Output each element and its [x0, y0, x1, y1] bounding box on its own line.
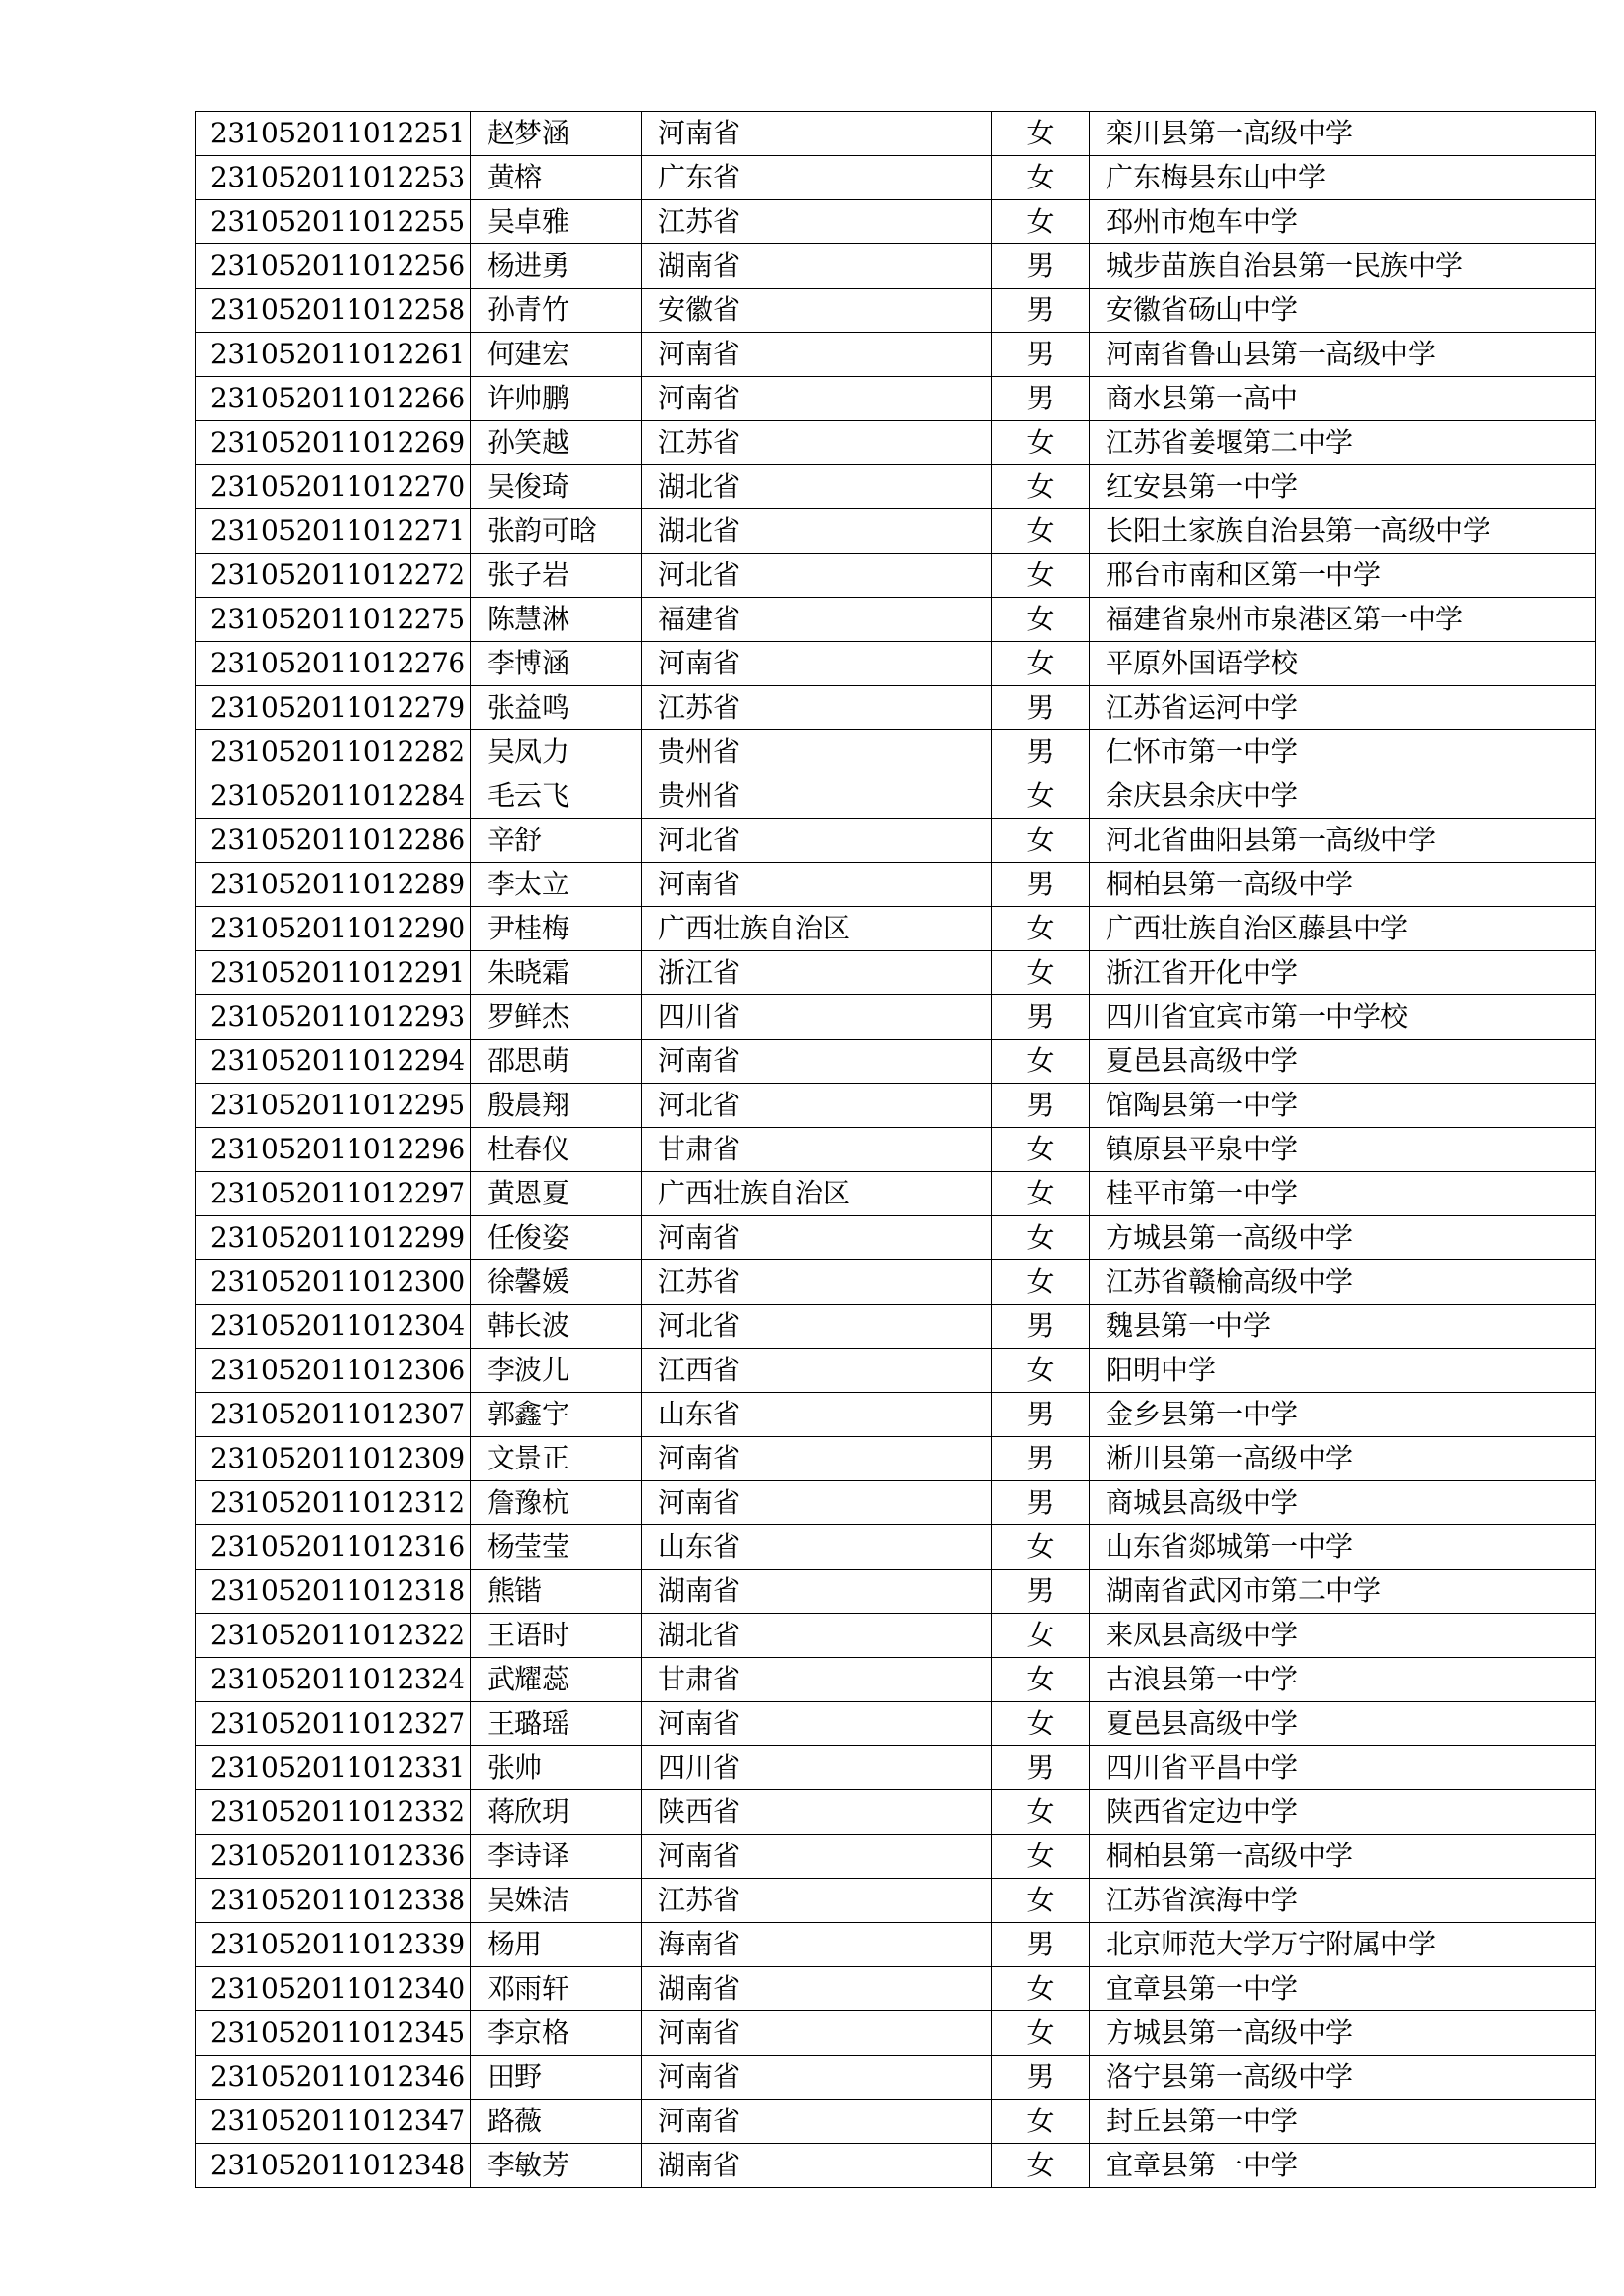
gender-cell: 女	[992, 421, 1090, 465]
school-cell: 桐柏县第一高级中学	[1090, 863, 1596, 907]
table-row	[196, 642, 1596, 686]
school-cell: 金乡县第一中学	[1090, 1393, 1596, 1437]
student-id-cell: 231052011012307	[196, 1393, 471, 1437]
school-cell: 宜章县第一中学	[1090, 1967, 1596, 2011]
student-name-cell: 杨莹莹	[471, 1525, 642, 1570]
student-id-cell: 231052011012348	[196, 2144, 471, 2188]
province-cell: 江苏省	[642, 1260, 992, 1305]
gender-cell: 女	[992, 1128, 1090, 1172]
student-id-cell: 231052011012269	[196, 421, 471, 465]
table-row	[196, 1835, 1596, 1879]
student-id-cell: 231052011012296	[196, 1128, 471, 1172]
school-cell: 城步苗族自治县第一民族中学	[1090, 244, 1596, 289]
province-cell: 河南省	[642, 1702, 992, 1746]
table-row	[196, 774, 1596, 819]
table-row	[196, 2144, 1596, 2188]
table-row	[196, 2011, 1596, 2056]
table-row	[196, 1923, 1596, 1967]
student-id-cell: 231052011012290	[196, 907, 471, 951]
province-cell: 江苏省	[642, 421, 992, 465]
student-id-cell: 231052011012251	[196, 112, 471, 156]
student-name-cell: 詹豫杭	[471, 1481, 642, 1525]
student-id-cell: 231052011012271	[196, 509, 471, 554]
school-cell: 江苏省滨海中学	[1090, 1879, 1596, 1923]
student-id-cell: 231052011012270	[196, 465, 471, 509]
gender-cell: 女	[992, 951, 1090, 995]
school-cell: 淅川县第一高级中学	[1090, 1437, 1596, 1481]
table-row	[196, 819, 1596, 863]
gender-cell: 女	[992, 112, 1090, 156]
table-row	[196, 200, 1596, 244]
student-name-cell: 陈慧淋	[471, 598, 642, 642]
gender-cell: 女	[992, 1216, 1090, 1260]
student-name-cell: 吴姝洁	[471, 1879, 642, 1923]
school-cell: 夏邑县高级中学	[1090, 1040, 1596, 1084]
province-cell: 江西省	[642, 1349, 992, 1393]
school-cell: 安徽省砀山中学	[1090, 289, 1596, 333]
student-name-cell: 吴俊琦	[471, 465, 642, 509]
student-name-cell: 朱晓霜	[471, 951, 642, 995]
student-id-cell: 231052011012261	[196, 333, 471, 377]
province-cell: 江苏省	[642, 686, 992, 730]
gender-cell: 女	[992, 1260, 1090, 1305]
student-name-cell: 尹桂梅	[471, 907, 642, 951]
province-cell: 江苏省	[642, 200, 992, 244]
student-name-cell: 张帅	[471, 1746, 642, 1790]
school-cell: 夏邑县高级中学	[1090, 1702, 1596, 1746]
gender-cell: 男	[992, 863, 1090, 907]
student-name-cell: 熊锴	[471, 1570, 642, 1614]
province-cell: 甘肃省	[642, 1128, 992, 1172]
student-name-cell: 黄榕	[471, 156, 642, 200]
province-cell: 河南省	[642, 2100, 992, 2144]
province-cell: 河南省	[642, 1437, 992, 1481]
student-name-cell: 张子岩	[471, 554, 642, 598]
student-id-cell: 231052011012253	[196, 156, 471, 200]
province-cell: 河北省	[642, 554, 992, 598]
table-row	[196, 1040, 1596, 1084]
province-cell: 湖北省	[642, 1614, 992, 1658]
student-id-cell: 231052011012322	[196, 1614, 471, 1658]
table-row	[196, 465, 1596, 509]
table-row	[196, 1305, 1596, 1349]
student-list-table	[195, 111, 1596, 2188]
province-cell: 广东省	[642, 156, 992, 200]
gender-cell: 女	[992, 907, 1090, 951]
province-cell: 广西壮族自治区	[642, 1172, 992, 1216]
student-name-cell: 杜春仪	[471, 1128, 642, 1172]
table-row	[196, 686, 1596, 730]
student-id-cell: 231052011012338	[196, 1879, 471, 1923]
student-id-cell: 231052011012346	[196, 2056, 471, 2100]
province-cell: 河南省	[642, 377, 992, 421]
table-row	[196, 377, 1596, 421]
school-cell: 镇原县平泉中学	[1090, 1128, 1596, 1172]
student-id-cell: 231052011012339	[196, 1923, 471, 1967]
table-row	[196, 1790, 1596, 1835]
school-cell: 封丘县第一中学	[1090, 2100, 1596, 2144]
school-cell: 馆陶县第一中学	[1090, 1084, 1596, 1128]
gender-cell: 男	[992, 1481, 1090, 1525]
gender-cell: 女	[992, 1040, 1090, 1084]
province-cell: 四川省	[642, 995, 992, 1040]
school-cell: 江苏省运河中学	[1090, 686, 1596, 730]
province-cell: 山东省	[642, 1393, 992, 1437]
student-name-cell: 武耀蕊	[471, 1658, 642, 1702]
gender-cell: 男	[992, 730, 1090, 774]
student-id-cell: 231052011012266	[196, 377, 471, 421]
student-id-cell: 231052011012347	[196, 2100, 471, 2144]
student-id-cell: 231052011012256	[196, 244, 471, 289]
table-row	[196, 730, 1596, 774]
school-cell: 江苏省赣榆高级中学	[1090, 1260, 1596, 1305]
school-cell: 邳州市炮车中学	[1090, 200, 1596, 244]
gender-cell: 女	[992, 1172, 1090, 1216]
province-cell: 河南省	[642, 863, 992, 907]
student-name-cell: 蒋欣玥	[471, 1790, 642, 1835]
table-row	[196, 156, 1596, 200]
student-name-cell: 许帅鹏	[471, 377, 642, 421]
table-row	[196, 509, 1596, 554]
gender-cell: 女	[992, 642, 1090, 686]
table-body	[196, 112, 1596, 2188]
student-id-cell: 231052011012306	[196, 1349, 471, 1393]
school-cell: 河南省鲁山县第一高级中学	[1090, 333, 1596, 377]
table-row	[196, 289, 1596, 333]
student-name-cell: 李京格	[471, 2011, 642, 2056]
gender-cell: 女	[992, 1790, 1090, 1835]
school-cell: 湖南省武冈市第二中学	[1090, 1570, 1596, 1614]
province-cell: 海南省	[642, 1923, 992, 1967]
table-row	[196, 244, 1596, 289]
table-row	[196, 1437, 1596, 1481]
gender-cell: 女	[992, 200, 1090, 244]
student-id-cell: 231052011012282	[196, 730, 471, 774]
student-id-cell: 231052011012327	[196, 1702, 471, 1746]
province-cell: 河北省	[642, 1305, 992, 1349]
school-cell: 江苏省姜堰第二中学	[1090, 421, 1596, 465]
table-row	[196, 1084, 1596, 1128]
school-cell: 平原外国语学校	[1090, 642, 1596, 686]
school-cell: 古浪县第一中学	[1090, 1658, 1596, 1702]
student-name-cell: 吴凤力	[471, 730, 642, 774]
school-cell: 栾川县第一高级中学	[1090, 112, 1596, 156]
province-cell: 河南省	[642, 112, 992, 156]
province-cell: 河南省	[642, 1481, 992, 1525]
student-id-cell: 231052011012297	[196, 1172, 471, 1216]
student-name-cell: 殷晨翔	[471, 1084, 642, 1128]
province-cell: 山东省	[642, 1525, 992, 1570]
gender-cell: 男	[992, 377, 1090, 421]
student-name-cell: 路薇	[471, 2100, 642, 2144]
student-id-cell: 231052011012258	[196, 289, 471, 333]
student-name-cell: 田野	[471, 2056, 642, 2100]
gender-cell: 女	[992, 774, 1090, 819]
student-id-cell: 231052011012286	[196, 819, 471, 863]
student-name-cell: 李诗译	[471, 1835, 642, 1879]
student-id-cell: 231052011012316	[196, 1525, 471, 1570]
student-name-cell: 辛舒	[471, 819, 642, 863]
student-name-cell: 杨进勇	[471, 244, 642, 289]
student-name-cell: 徐馨媛	[471, 1260, 642, 1305]
table-row	[196, 1967, 1596, 2011]
table-row	[196, 1481, 1596, 1525]
province-cell: 河南省	[642, 1835, 992, 1879]
student-name-cell: 李敏芳	[471, 2144, 642, 2188]
student-id-cell: 231052011012293	[196, 995, 471, 1040]
gender-cell: 男	[992, 2056, 1090, 2100]
student-id-cell: 231052011012291	[196, 951, 471, 995]
table-row	[196, 598, 1596, 642]
student-name-cell: 黄恩夏	[471, 1172, 642, 1216]
province-cell: 河北省	[642, 1084, 992, 1128]
gender-cell: 男	[992, 1570, 1090, 1614]
student-id-cell: 231052011012312	[196, 1481, 471, 1525]
gender-cell: 女	[992, 509, 1090, 554]
school-cell: 来凤县高级中学	[1090, 1614, 1596, 1658]
table-row	[196, 1570, 1596, 1614]
student-id-cell: 231052011012276	[196, 642, 471, 686]
table-row	[196, 1393, 1596, 1437]
table-row	[196, 1172, 1596, 1216]
student-id-cell: 231052011012300	[196, 1260, 471, 1305]
student-id-cell: 231052011012345	[196, 2011, 471, 2056]
table-row	[196, 1746, 1596, 1790]
school-cell: 余庆县余庆中学	[1090, 774, 1596, 819]
student-name-cell: 韩长波	[471, 1305, 642, 1349]
student-name-cell: 毛云飞	[471, 774, 642, 819]
school-cell: 四川省宜宾市第一中学校	[1090, 995, 1596, 1040]
school-cell: 桐柏县第一高级中学	[1090, 1835, 1596, 1879]
school-cell: 广东梅县东山中学	[1090, 156, 1596, 200]
student-name-cell: 任俊姿	[471, 1216, 642, 1260]
province-cell: 湖南省	[642, 1570, 992, 1614]
gender-cell: 男	[992, 686, 1090, 730]
province-cell: 江苏省	[642, 1879, 992, 1923]
school-cell: 阳明中学	[1090, 1349, 1596, 1393]
school-cell: 长阳土家族自治县第一高级中学	[1090, 509, 1596, 554]
gender-cell: 男	[992, 244, 1090, 289]
student-id-cell: 231052011012324	[196, 1658, 471, 1702]
student-name-cell: 邓雨轩	[471, 1967, 642, 2011]
school-cell: 广西壮族自治区藤县中学	[1090, 907, 1596, 951]
student-name-cell: 王语时	[471, 1614, 642, 1658]
gender-cell: 女	[992, 1835, 1090, 1879]
student-name-cell: 罗鲜杰	[471, 995, 642, 1040]
school-cell: 方城县第一高级中学	[1090, 2011, 1596, 2056]
province-cell: 湖南省	[642, 2144, 992, 2188]
province-cell: 广西壮族自治区	[642, 907, 992, 951]
gender-cell: 男	[992, 1305, 1090, 1349]
province-cell: 河南省	[642, 2056, 992, 2100]
province-cell: 河北省	[642, 819, 992, 863]
table-row	[196, 2100, 1596, 2144]
student-name-cell: 李波儿	[471, 1349, 642, 1393]
student-name-cell: 郭鑫宇	[471, 1393, 642, 1437]
student-name-cell: 吴卓雅	[471, 200, 642, 244]
province-cell: 河南省	[642, 1216, 992, 1260]
province-cell: 河南省	[642, 1040, 992, 1084]
table-row	[196, 907, 1596, 951]
school-cell: 商城县高级中学	[1090, 1481, 1596, 1525]
gender-cell: 男	[992, 1746, 1090, 1790]
student-id-cell: 231052011012299	[196, 1216, 471, 1260]
school-cell: 四川省平昌中学	[1090, 1746, 1596, 1790]
student-id-cell: 231052011012318	[196, 1570, 471, 1614]
student-name-cell: 李博涵	[471, 642, 642, 686]
student-id-cell: 231052011012336	[196, 1835, 471, 1879]
province-cell: 安徽省	[642, 289, 992, 333]
gender-cell: 女	[992, 156, 1090, 200]
student-id-cell: 231052011012275	[196, 598, 471, 642]
table-row	[196, 1658, 1596, 1702]
table-row	[196, 863, 1596, 907]
student-id-cell: 231052011012331	[196, 1746, 471, 1790]
school-cell: 浙江省开化中学	[1090, 951, 1596, 995]
table-row	[196, 1525, 1596, 1570]
table-row	[196, 1128, 1596, 1172]
school-cell: 宜章县第一中学	[1090, 2144, 1596, 2188]
gender-cell: 男	[992, 995, 1090, 1040]
student-id-cell: 231052011012284	[196, 774, 471, 819]
gender-cell: 女	[992, 1614, 1090, 1658]
province-cell: 湖北省	[642, 509, 992, 554]
student-name-cell: 张韵可晗	[471, 509, 642, 554]
table-row	[196, 1702, 1596, 1746]
school-cell: 北京师范大学万宁附属中学	[1090, 1923, 1596, 1967]
table-row	[196, 1349, 1596, 1393]
student-id-cell: 231052011012294	[196, 1040, 471, 1084]
student-id-cell: 231052011012279	[196, 686, 471, 730]
student-name-cell: 张益鸣	[471, 686, 642, 730]
student-name-cell: 孙青竹	[471, 289, 642, 333]
province-cell: 福建省	[642, 598, 992, 642]
student-id-cell: 231052011012272	[196, 554, 471, 598]
province-cell: 河南省	[642, 333, 992, 377]
school-cell: 陕西省定边中学	[1090, 1790, 1596, 1835]
table-row	[196, 1879, 1596, 1923]
gender-cell: 女	[992, 1349, 1090, 1393]
province-cell: 四川省	[642, 1746, 992, 1790]
province-cell: 陕西省	[642, 1790, 992, 1835]
gender-cell: 女	[992, 1879, 1090, 1923]
gender-cell: 女	[992, 2100, 1090, 2144]
student-id-cell: 231052011012304	[196, 1305, 471, 1349]
gender-cell: 女	[992, 465, 1090, 509]
student-name-cell: 杨用	[471, 1923, 642, 1967]
student-name-cell: 王璐瑶	[471, 1702, 642, 1746]
table-row	[196, 554, 1596, 598]
school-cell: 仁怀市第一中学	[1090, 730, 1596, 774]
table-row	[196, 1260, 1596, 1305]
school-cell: 桂平市第一中学	[1090, 1172, 1596, 1216]
province-cell: 河南省	[642, 2011, 992, 2056]
gender-cell: 女	[992, 554, 1090, 598]
gender-cell: 女	[992, 1525, 1090, 1570]
gender-cell: 男	[992, 1437, 1090, 1481]
gender-cell: 女	[992, 2144, 1090, 2188]
table-row	[196, 1614, 1596, 1658]
school-cell: 方城县第一高级中学	[1090, 1216, 1596, 1260]
school-cell: 魏县第一中学	[1090, 1305, 1596, 1349]
student-id-cell: 231052011012289	[196, 863, 471, 907]
school-cell: 邢台市南和区第一中学	[1090, 554, 1596, 598]
gender-cell: 女	[992, 598, 1090, 642]
province-cell: 河南省	[642, 642, 992, 686]
student-name-cell: 李太立	[471, 863, 642, 907]
table-row	[196, 421, 1596, 465]
student-name-cell: 文景正	[471, 1437, 642, 1481]
student-id-cell: 231052011012332	[196, 1790, 471, 1835]
gender-cell: 男	[992, 289, 1090, 333]
student-id-cell: 231052011012340	[196, 1967, 471, 2011]
student-name-cell: 赵梦涵	[471, 112, 642, 156]
table-row	[196, 112, 1596, 156]
gender-cell: 女	[992, 1702, 1090, 1746]
school-cell: 红安县第一中学	[1090, 465, 1596, 509]
gender-cell: 男	[992, 1923, 1090, 1967]
school-cell: 福建省泉州市泉港区第一中学	[1090, 598, 1596, 642]
table-row	[196, 2056, 1596, 2100]
gender-cell: 女	[992, 2011, 1090, 2056]
gender-cell: 男	[992, 1393, 1090, 1437]
school-cell: 洛宁县第一高级中学	[1090, 2056, 1596, 2100]
gender-cell: 男	[992, 1084, 1090, 1128]
province-cell: 湖北省	[642, 465, 992, 509]
school-cell: 商水县第一高中	[1090, 377, 1596, 421]
gender-cell: 女	[992, 819, 1090, 863]
student-name-cell: 邵思萌	[471, 1040, 642, 1084]
student-name-cell: 孙笑越	[471, 421, 642, 465]
table-row	[196, 951, 1596, 995]
student-id-cell: 231052011012309	[196, 1437, 471, 1481]
student-name-cell: 何建宏	[471, 333, 642, 377]
table-row	[196, 1216, 1596, 1260]
table-row	[196, 333, 1596, 377]
student-id-cell: 231052011012255	[196, 200, 471, 244]
school-cell: 山东省郯城第一中学	[1090, 1525, 1596, 1570]
gender-cell: 女	[992, 1658, 1090, 1702]
province-cell: 湖南省	[642, 1967, 992, 2011]
gender-cell: 男	[992, 333, 1090, 377]
province-cell: 浙江省	[642, 951, 992, 995]
gender-cell: 女	[992, 1967, 1090, 2011]
province-cell: 贵州省	[642, 730, 992, 774]
province-cell: 贵州省	[642, 774, 992, 819]
school-cell: 河北省曲阳县第一高级中学	[1090, 819, 1596, 863]
student-id-cell: 231052011012295	[196, 1084, 471, 1128]
province-cell: 湖南省	[642, 244, 992, 289]
table-row	[196, 995, 1596, 1040]
province-cell: 甘肃省	[642, 1658, 992, 1702]
